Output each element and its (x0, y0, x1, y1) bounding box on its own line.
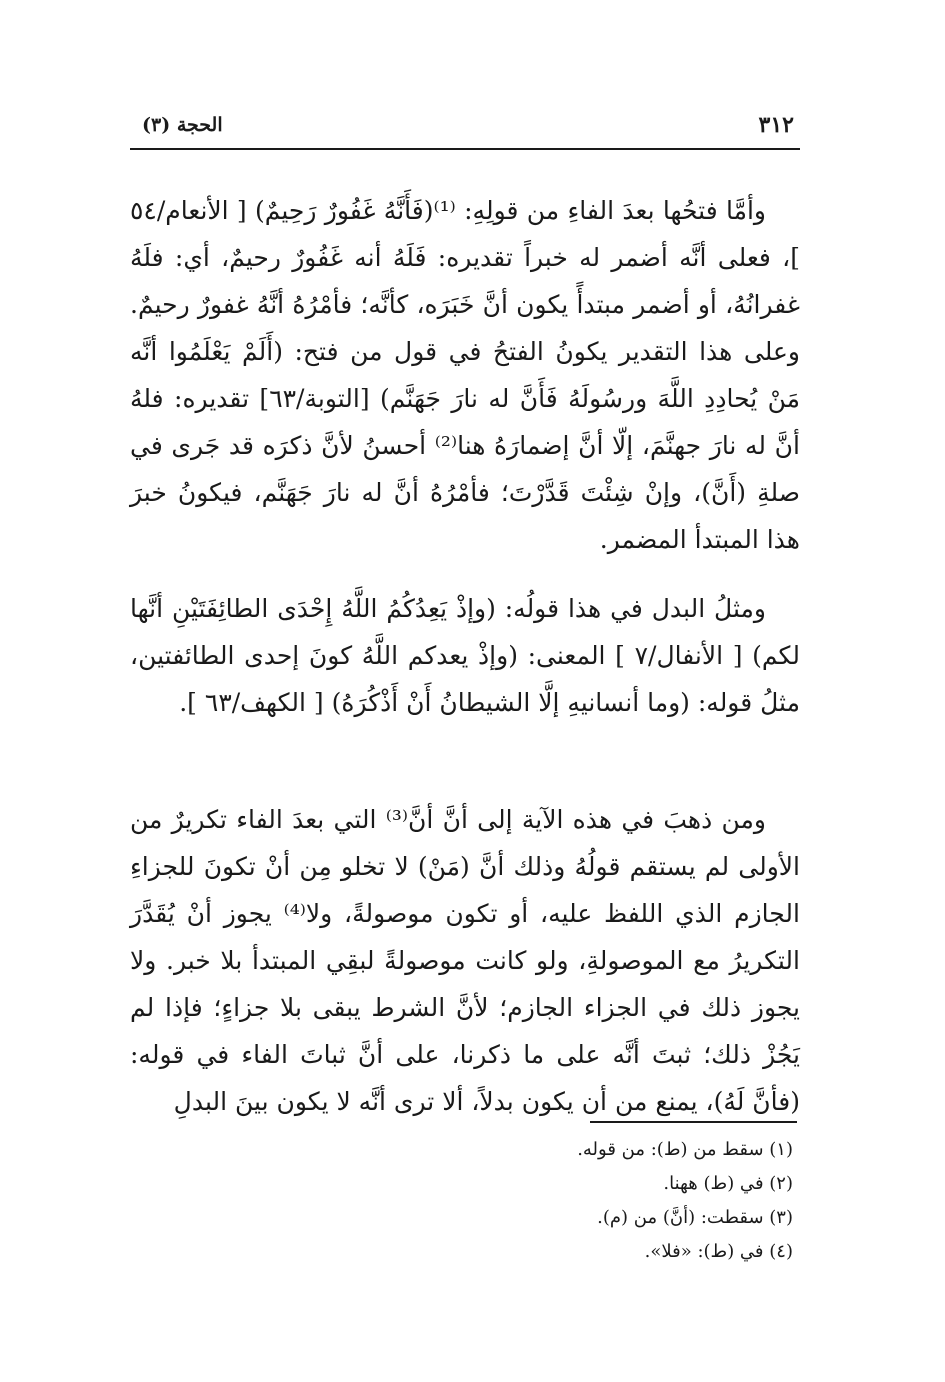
body-paragraph-3: ومن ذهبَ في هذه الآية إلى أنَّ أنَّ⁽³⁾ التي بعدَ الفاء تكريرٌ من الأولى لم يستقم قولُهُ وذلك أنَّ (مَنْ) لا تخلو مِن أنْ تكونَ للجزاءِ الجازم الذي اللفظ عليه، أو تكون موصولةً، ولا⁽⁴⁾ يجوز أنْ يُقَدَّرَ التكريرُ مع الموصولةِ، ولو كانت موصولةً لبقِي المبتدأ بلا خبر. ولا يجوز ذلك في الجزاء الجازم؛ لأنَّ الشرط يبقى بلا جزاءٍ؛ فإذا لم يَجُزْ ذلك؛ ثبتَ أنَّه على ما ذكرنا، على أنَّ ثباتَ الفاء في قوله: (فأنَّ لَهُ)، يمنع من أن يكون بدلاً، ألا ترى أنَّه لا يكون بينَ البدلِ (130, 805, 800, 1116)
footnote-2: (٢) في (ط) ههنا. (663, 1173, 793, 1194)
body-paragraph-1: وأمَّا فتحُها بعدَ الفاءِ من قولِهِ: ⁽¹⁾(فَأَنَّهُ غَفُورٌ رَحِيمٌ) [ الأنعام/٥٤ ]، فعلى أنَّه أضمر له خبراً تقديره: فَلَهُ أنه غَفُورٌ رحيمٌ، أي: فلَهُ غفرانُهُ، أو أضمر مبتدأً يكون أنَّ خَبَرَه، كأنَّه؛ فأمْرُهُ أنَّهُ غفورٌ رحيمٌ. وعلى هذا التقدير يكونُ الفتحُ في قول من فتح: (أَلَمْ يَعْلَمُوا أنَّه مَنْ يُحادِدِ اللَّهَ ورسُولَهُ فَأَنَّ له نارَ جَهَنَّم) [التوبة/٦٣] تقديره: فلهُ أنَّ له نارَ جهنَّمَ، إلّا أنَّ إضمارَهُ هنا⁽²⁾ أحسنُ لأنَّ ذكرَه قد جَرى في صلةِ (أَنَّ)، وإنْ شِئْتَ قَدَّرْتَ؛ فأمْرُهُ أنَّ له نارَ جَهَنَّم، فيكونُ خبرَ هذا المبتدأ المضمر. (130, 196, 800, 554)
footnote-1: (١) سقط من (ط): من قوله. (577, 1139, 793, 1160)
header-title: الحجة (٣) (142, 114, 223, 136)
footnote-3: (٣) سقطت: (أنَّ) من (م). (597, 1207, 793, 1228)
running-header (130, 108, 800, 150)
footnote-separator (590, 1121, 797, 1123)
body-paragraph-2: ومثلُ البدل في هذا قولُه: (وإذْ يَعِدُكُمُ اللَّهُ إِحْدَى الطائِفَتَيْنِ أنَّها لكم) [ الأنفال/٧ ] المعنى: (وإذْ يعدكم اللَّهُ كونَ إحدى الطائفتين، مثلُ قوله: (وما أنسانيهِ إلَّا الشيطانُ أَنْ أَذْكُرَهُ) [ الكهف/٦٣ ]. (130, 594, 800, 717)
footnote-4: (٤) في (ط): «فلا». (644, 1241, 793, 1262)
page-number: ٣١٢ (758, 112, 794, 138)
footnotes (400, 1133, 793, 1269)
